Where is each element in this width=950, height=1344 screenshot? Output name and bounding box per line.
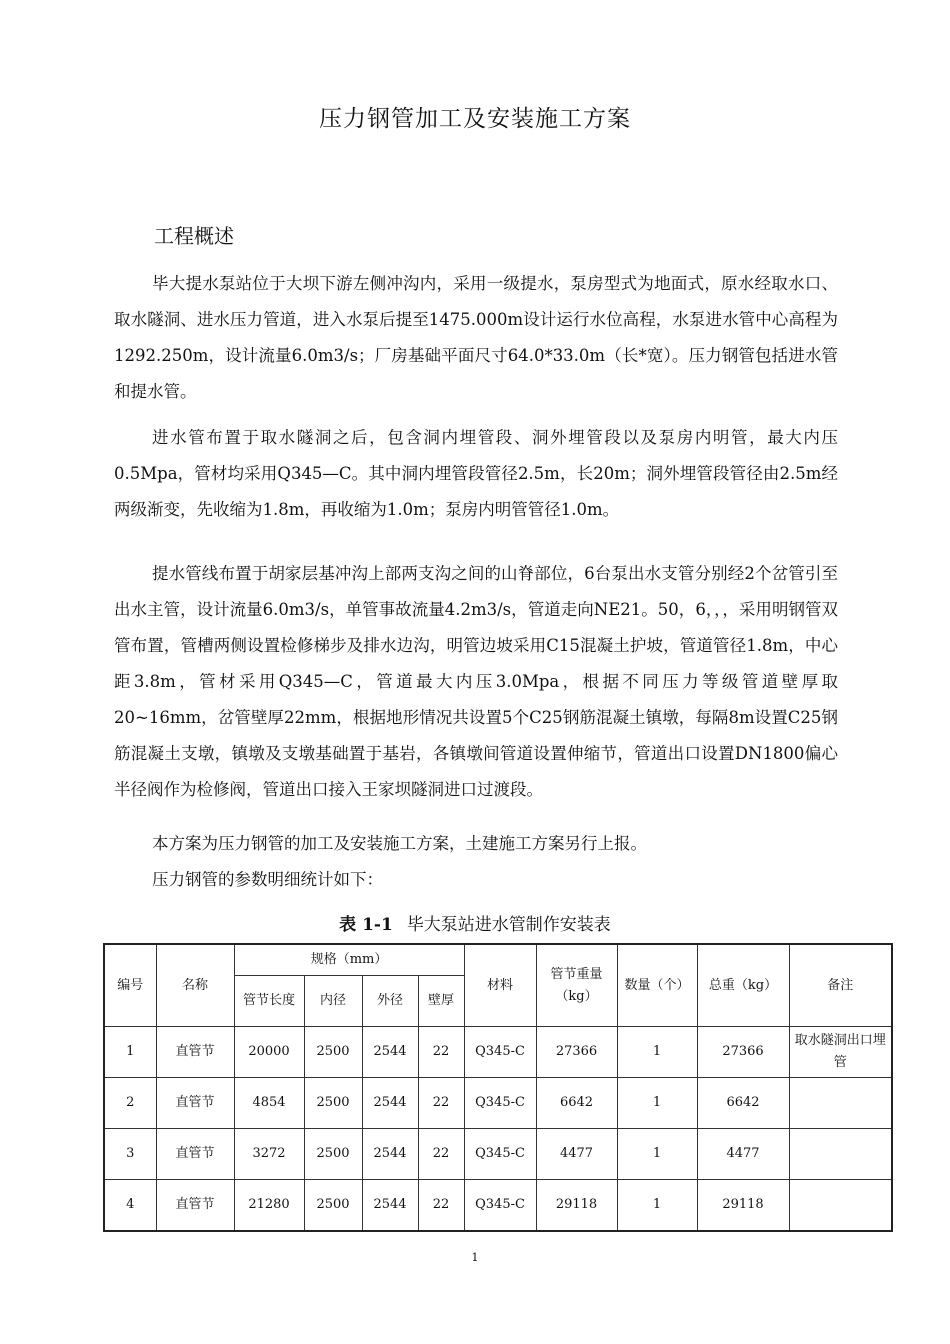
- cell-qty: 1: [617, 1078, 697, 1129]
- cell-total: 29118: [697, 1180, 789, 1232]
- cell-outer: 2544: [362, 1180, 418, 1232]
- header-name: 名称: [156, 944, 234, 1027]
- cell-length: 21280: [234, 1180, 304, 1232]
- paragraph-overview: 毕大提水泵站位于大坝下游左侧冲沟内，采用一级提水，泵房型式为地面式，原水经取水口、取水隧洞、进水压力管道，进入水泵后提至1475.000m设计运行水位高程，水泵进水管中心高程为1292.250m，设计流量6.0m3/s；厂房基础平面尺寸64.0*33.0m（长*宽）。压力钢管包括进水管和提水管。: [114, 274, 838, 401]
- cell-qty: 1: [617, 1129, 697, 1180]
- table-caption-number: 表 1-1: [339, 915, 393, 935]
- page-number: 1: [471, 1251, 479, 1264]
- cell-unit-weight: 29118: [536, 1180, 617, 1232]
- paragraph-scope: 本方案为压力钢管的加工及安装施工方案，土建施工方案另行上报。: [152, 834, 647, 853]
- header-spec-group: 规格（mm）: [234, 944, 464, 976]
- cell-length: 4854: [234, 1078, 304, 1129]
- cell-no: 1: [104, 1027, 156, 1078]
- cell-outer: 2544: [362, 1129, 418, 1180]
- paragraph-lift-pipe: 提水管线布置于胡家层基冲沟上部两支沟之间的山脊部位，6台泵出水支管分别经2个岔管引至出水主管，设计流量6.0m3/s，单管事故流量4.2m3/s，管道走向NE21。50，6，，，采用明钢管双管布置，管槽两侧设置检修梯步及排水边沟，明管边坡采用C15混凝土护坡，管道管径1.8m，中心距3.8m，管材采用Q345—C，管道最大内压3.0Mpa，根据不同压力等级管道壁厚取20~16mm，岔管壁厚22mm，根据地形情况共设置5个C25钢筋混凝土镇墩，每隔8m设置C25钢筋混凝土支墩，镇墩及支墩基础置于基岩，各镇墩间管道设置伸缩节，管道出口设置DN1800偏心半径阀作为检修阀，管道出口接入王家坝隧洞进口过渡段。: [114, 564, 838, 799]
- header-remark: 备注: [789, 944, 892, 1027]
- cell-name: 直管节: [156, 1180, 234, 1232]
- cell-length: 20000: [234, 1027, 304, 1078]
- cell-material: Q345-C: [464, 1027, 536, 1078]
- table-row: [104, 1129, 892, 1180]
- table-header-row: [104, 944, 892, 976]
- cell-total: 27366: [697, 1027, 789, 1078]
- cell-qty: 1: [617, 1180, 697, 1232]
- paragraph-inlet-pipe: 进水管布置于取水隧洞之后，包含洞内埋管段、洞外埋管段以及泵房内明管，最大内压0.5Mpa，管材均采用Q345—C。其中洞内埋管段管径2.5m，长20m；洞外埋管段管径由2.5m经两级渐变，先收缩为1.8m，再收缩为1.0m；泵房内明管管径1.0m。: [114, 428, 838, 519]
- cell-name: 直管节: [156, 1129, 234, 1180]
- pipe-spec-table: [103, 943, 893, 1232]
- cell-inner: 2500: [304, 1027, 362, 1078]
- cell-remark: [789, 1129, 892, 1180]
- table-row: [104, 1027, 892, 1078]
- cell-unit-weight: 27366: [536, 1027, 617, 1078]
- header-quantity: 数量（个）: [617, 944, 697, 1027]
- cell-wall: 22: [418, 1027, 464, 1078]
- table-caption-text: 毕大泵站进水管制作安装表: [406, 915, 611, 935]
- cell-length: 3272: [234, 1129, 304, 1180]
- cell-remark: [789, 1078, 892, 1129]
- cell-no: 3: [104, 1129, 156, 1180]
- cell-wall: 22: [418, 1180, 464, 1232]
- cell-inner: 2500: [304, 1180, 362, 1232]
- cell-remark: [789, 1180, 892, 1232]
- cell-unit-weight: 6642: [536, 1078, 617, 1129]
- table-caption: [0, 910, 950, 935]
- header-unit-weight: 管节重量（kg）: [536, 944, 617, 1027]
- header-material: 材料: [464, 944, 536, 1027]
- cell-total: 6642: [697, 1078, 789, 1129]
- header-length: 管节长度: [234, 976, 304, 1027]
- cell-qty: 1: [617, 1027, 697, 1078]
- cell-wall: 22: [418, 1078, 464, 1129]
- cell-inner: 2500: [304, 1078, 362, 1129]
- cell-outer: 2544: [362, 1078, 418, 1129]
- cell-wall: 22: [418, 1129, 464, 1180]
- cell-total: 4477: [697, 1129, 789, 1180]
- header-total-weight: 总重（kg）: [697, 944, 789, 1027]
- header-no: 编号: [104, 944, 156, 1027]
- cell-name: 直管节: [156, 1027, 234, 1078]
- cell-no: 2: [104, 1078, 156, 1129]
- cell-material: Q345-C: [464, 1180, 536, 1232]
- cell-remark: 取水隧洞出口埋管: [789, 1027, 892, 1078]
- header-wall: 壁厚: [418, 976, 464, 1027]
- table-row: [104, 1180, 892, 1232]
- cell-no: 4: [104, 1180, 156, 1232]
- paragraph-table-intro: 压力钢管的参数明细统计如下：: [152, 870, 383, 889]
- cell-inner: 2500: [304, 1129, 362, 1180]
- cell-name: 直管节: [156, 1078, 234, 1129]
- cell-unit-weight: 4477: [536, 1129, 617, 1180]
- cell-outer: 2544: [362, 1027, 418, 1078]
- cell-material: Q345-C: [464, 1129, 536, 1180]
- header-outer-diameter: 外径: [362, 976, 418, 1027]
- document-title: 压力钢管加工及安装施工方案: [319, 106, 631, 132]
- table-row: [104, 1078, 892, 1129]
- cell-material: Q345-C: [464, 1078, 536, 1129]
- section-heading: 工程概述: [154, 224, 234, 248]
- header-inner-diameter: 内径: [304, 976, 362, 1027]
